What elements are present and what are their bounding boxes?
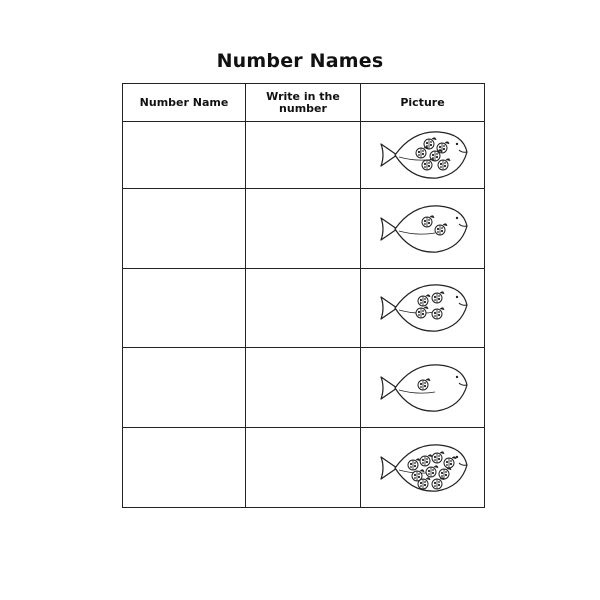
fish-with-ladybugs-icon — [377, 439, 469, 497]
header-picture: Picture — [361, 84, 485, 122]
fish-with-ladybugs-icon — [377, 126, 469, 184]
fish-body — [395, 205, 467, 251]
fish-body — [395, 285, 467, 331]
header-number-name: Number Name — [123, 84, 246, 122]
fish-eye — [455, 375, 457, 377]
fish-with-ladybugs-icon — [377, 200, 469, 258]
header-write-in-number — [246, 84, 361, 122]
write-number-cell[interactable] — [246, 269, 361, 348]
write-number-cell[interactable] — [246, 122, 361, 189]
picture-cell — [361, 428, 485, 508]
page-title: Number Names — [216, 50, 384, 72]
fish-eye — [455, 216, 457, 218]
picture-cell — [361, 189, 485, 269]
picture-cell — [361, 348, 485, 428]
picture-cell — [361, 269, 485, 348]
header-write-in-number-label: Write in the number — [266, 89, 340, 115]
table-row — [123, 122, 485, 189]
number-name-cell[interactable] — [123, 122, 246, 189]
number-name-cell[interactable] — [123, 428, 246, 508]
fish-with-ladybugs-icon — [377, 279, 469, 337]
picture-cell — [361, 122, 485, 189]
table-row — [123, 189, 485, 269]
fish-eye — [455, 455, 457, 457]
fish-with-ladybugs-icon — [377, 359, 469, 417]
write-number-cell[interactable] — [246, 189, 361, 269]
number-name-cell[interactable] — [123, 189, 246, 269]
number-names-table — [122, 83, 485, 508]
write-number-cell[interactable] — [246, 348, 361, 428]
number-name-cell[interactable] — [123, 348, 246, 428]
write-number-cell[interactable] — [246, 428, 361, 508]
table-row — [123, 269, 485, 348]
fish-eye — [455, 143, 457, 145]
table-row — [123, 348, 485, 428]
header-row — [123, 84, 485, 122]
fish-body — [395, 364, 467, 410]
fish-eye — [455, 296, 457, 298]
number-name-cell[interactable] — [123, 269, 246, 348]
table-row — [123, 428, 485, 508]
